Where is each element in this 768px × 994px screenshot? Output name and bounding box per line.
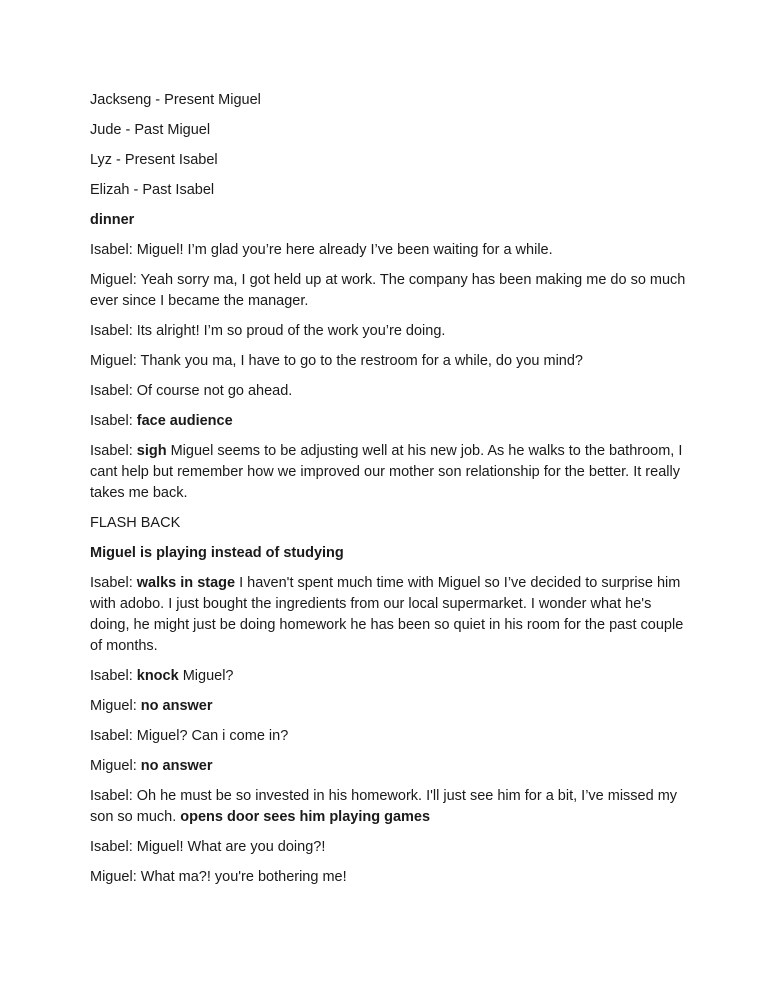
cast-line: Lyz - Present Isabel [90, 152, 218, 168]
stage-direction: knock [136, 668, 179, 684]
script-line [90, 441, 690, 504]
dialogue-text: Miguel: What ma?! you're bothering me! [90, 869, 347, 885]
dialogue-text: Isabel: Miguel! I’m glad you’re here already I’ve been waiting for a while. [90, 242, 553, 258]
script-line [90, 756, 690, 777]
cast-line: Elizah - Past Isabel [90, 182, 215, 198]
stage-direction: dinner [90, 212, 135, 228]
dialogue-text: Miguel: [90, 698, 141, 714]
dialogue-text: Miguel: [90, 758, 141, 774]
script-line [90, 351, 690, 372]
dialogue-text: I haven't spent much time with Miguel so I’ve decided to surprise him with adobo. I just bought the ingredients from our local supermarket. I wonder what he's doing, he might just be doing homework he has been so quiet in his room for the past couple of months. [90, 575, 684, 654]
dialogue-text: Miguel: Thank you ma, I have to go to the restroom for a while, do you mind? [90, 353, 583, 369]
stage-direction: sigh [136, 443, 167, 459]
dialogue-text: Isabel: [90, 443, 137, 459]
stage-direction: Miguel is playing instead of studying [90, 545, 344, 561]
dialogue-text: Miguel seems to be adjusting well at his new job. As he walks to the bathroom, I cant help but remember how we improved our mother son relationship for the better. It really takes me back. [90, 443, 683, 501]
dialogue-text: Isabel: Of course not go ahead. [90, 383, 293, 399]
script-line [90, 513, 690, 534]
script-line [90, 321, 690, 342]
cast-line: Jackseng - Present Miguel [90, 92, 261, 108]
script-line [90, 726, 690, 747]
dialogue-text: Miguel? [178, 668, 234, 684]
script-line [90, 411, 690, 432]
stage-direction: no answer [140, 758, 213, 774]
script-line [90, 270, 690, 312]
stage-direction: face audience [136, 413, 233, 429]
script-line [90, 573, 690, 657]
cast-line: Jude - Past Miguel [90, 122, 211, 138]
dialogue-text: Isabel: Miguel? Can i come in? [90, 728, 289, 744]
script-line [90, 696, 690, 717]
script-line [90, 837, 690, 858]
dialogue-text: Isabel: Its alright! I’m so proud of the work you’re doing. [90, 323, 446, 339]
document-page [90, 90, 690, 897]
dialogue-text: Isabel: [90, 668, 137, 684]
cast-list [90, 90, 690, 201]
stage-direction: opens door sees him playing games [180, 809, 431, 825]
script-line [90, 867, 690, 888]
dialogue-text: Isabel: Miguel! What are you doing?! [90, 839, 326, 855]
script-body [90, 210, 690, 888]
dialogue-text: Isabel: Oh he must be so invested in his homework. I'll just see him for a bit, I’ve missed my son so much. [90, 788, 678, 825]
stage-direction: walks in stage [136, 575, 236, 591]
script-line [90, 543, 690, 564]
stage-direction: no answer [140, 698, 213, 714]
dialogue-text: Isabel: [90, 575, 137, 591]
script-line [90, 381, 690, 402]
script-line [90, 666, 690, 687]
dialogue-text: Miguel: Yeah sorry ma, I got held up at work. The company has been making me do so much ever since I became the manager. [90, 272, 686, 309]
dialogue-text: Isabel: [90, 413, 137, 429]
script-line [90, 210, 690, 231]
script-line [90, 786, 690, 828]
dialogue-text: FLASH BACK [90, 515, 181, 531]
script-line [90, 240, 690, 261]
